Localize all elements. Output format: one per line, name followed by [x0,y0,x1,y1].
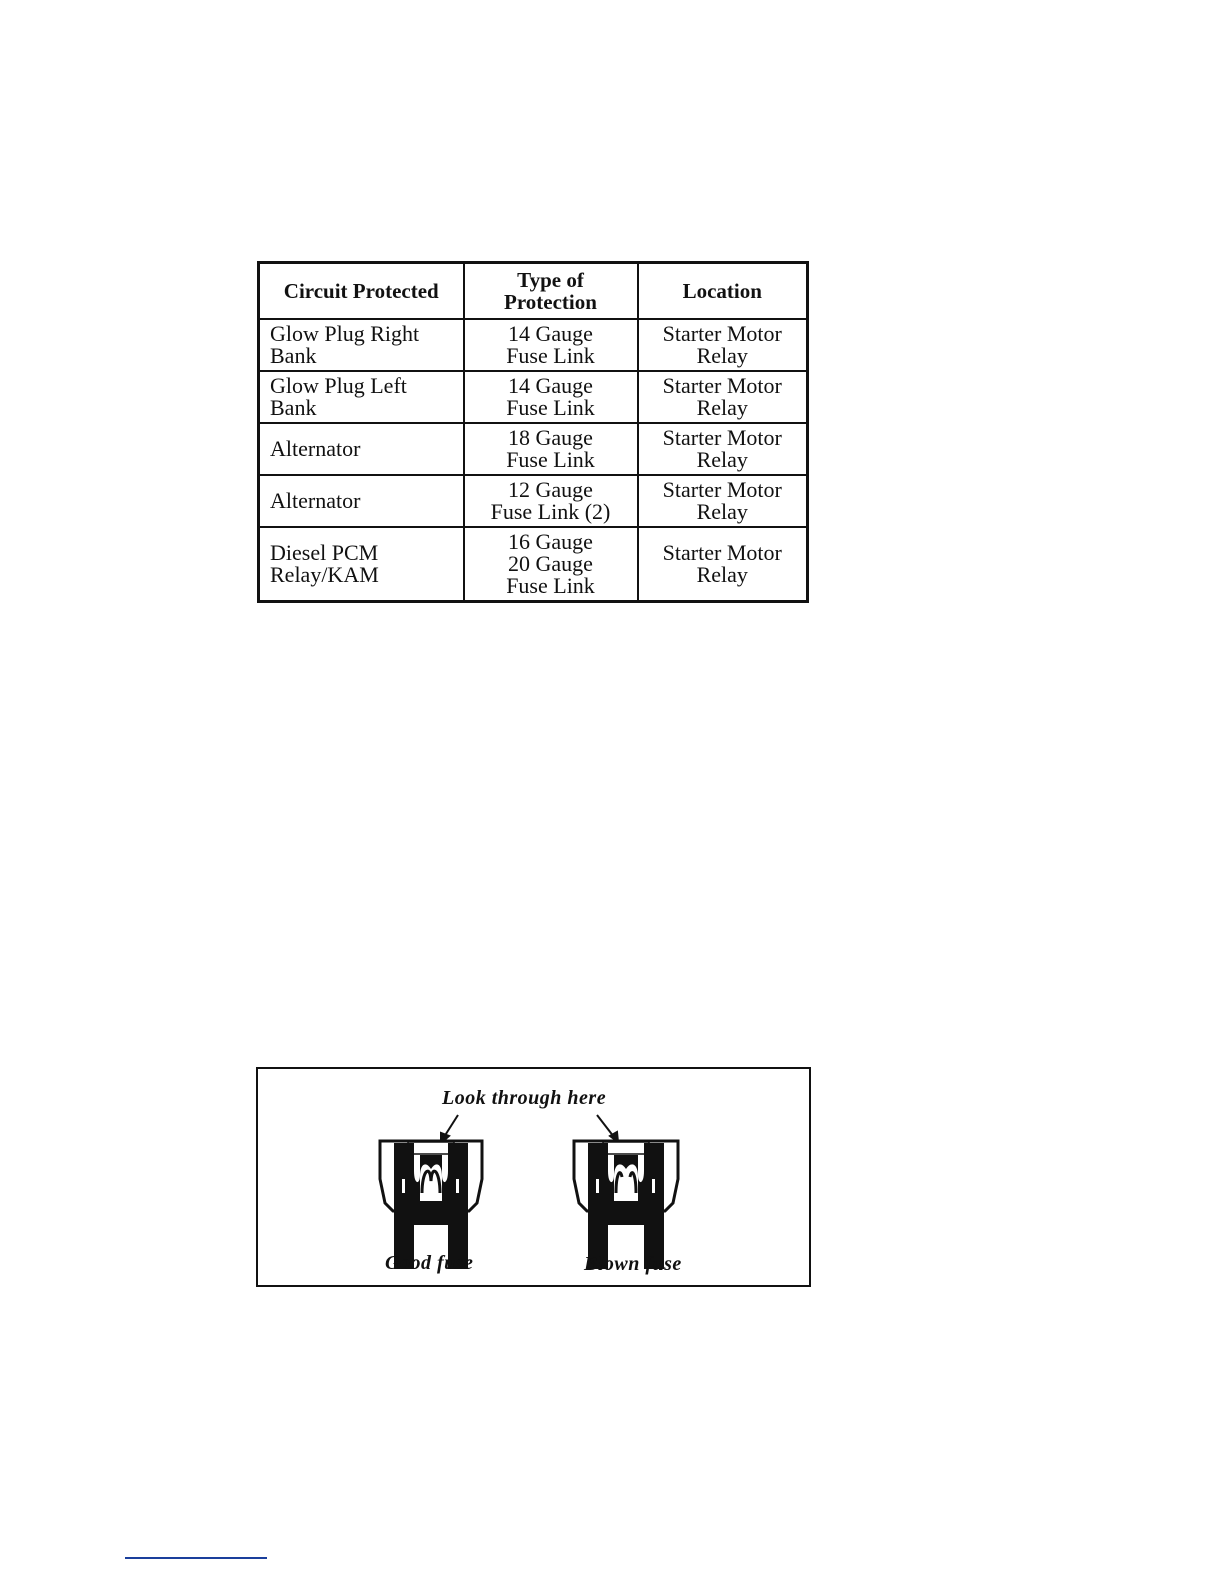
table-row [259,527,808,602]
protection-cell: 14 Gauge Fuse Link [464,371,638,423]
location-cell: Starter Motor Relay [638,319,808,371]
good-fuse-label: Good fuse [385,1252,474,1274]
circuit-cell: Glow Plug Right Bank [259,319,464,371]
fuse-link-table [257,261,809,603]
location-cell: Starter Motor Relay [638,371,808,423]
footer-rule [125,1557,267,1559]
table-header-row [259,263,808,320]
fuse-inspection-figure [256,1067,811,1287]
header-circuit-protected: Circuit Protected [259,263,464,320]
circuit-cell: Alternator [259,423,464,475]
location-cell: Starter Motor Relay [638,423,808,475]
circuit-cell: Glow Plug Left Bank [259,371,464,423]
location-cell: Starter Motor Relay [638,475,808,527]
table-row [259,371,808,423]
header-type-of-protection: Type of Protection [464,263,638,320]
protection-cell: 18 Gauge Fuse Link [464,423,638,475]
blown-fuse-label: Blown fuse [584,1253,682,1275]
protection-cell: 14 Gauge Fuse Link [464,319,638,371]
header-location: Location [638,263,808,320]
look-through-here-label: Look through here [442,1087,607,1109]
table-row [259,319,808,371]
table-row [259,475,808,527]
location-cell: Starter Motor Relay [638,527,808,602]
good-fuse-icon [380,1141,482,1269]
protection-cell: 12 Gauge Fuse Link (2) [464,475,638,527]
circuit-cell: Diesel PCM Relay/KAM [259,527,464,602]
table-row [259,423,808,475]
circuit-cell: Alternator [259,475,464,527]
blown-fuse-icon [574,1141,678,1269]
pointer-arrows [441,1115,618,1143]
protection-cell: 16 Gauge 20 Gauge Fuse Link [464,527,638,602]
